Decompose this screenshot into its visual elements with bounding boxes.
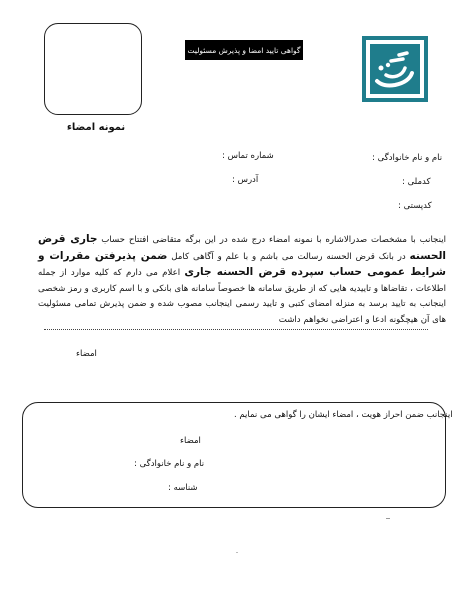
declaration-bold-1: جاری قرض الحسنه <box>38 233 446 262</box>
verifier-signature-label: امضاء <box>180 436 201 446</box>
declaration-paragraph <box>38 232 446 328</box>
page-speck <box>236 552 238 553</box>
signature-sample-caption: نمونه امضاء <box>66 122 126 133</box>
page-speck <box>386 518 390 519</box>
address-label: آدرس : <box>232 175 259 185</box>
declaration-text-1: اینجانب با مشخصات صدرالاشاره با نمونه امضاء درج شده در این برگه متقاضی افتتاح حساب <box>97 235 446 245</box>
signature-divider <box>44 329 428 330</box>
verifier-name-label: نام و نام خانوادگی : <box>134 459 205 469</box>
signature-sample-box <box>44 23 142 115</box>
applicant-signature-label: امضاء <box>76 349 97 359</box>
declaration-text-2: در بانک قرض الحسنه رسالت می باشم و با علم و آگاهی کامل <box>167 251 410 262</box>
verification-statement: اینجانب ضمن احراز هویت ، امضاء ایشان را گواهی می نمایم . <box>234 410 453 420</box>
phone-label: شماره تماس : <box>222 151 274 161</box>
full-name-label: نام و نام خانوادگی : <box>372 153 443 163</box>
document-title: گواهی تایید امضا و پذیرش مسئولیت <box>185 40 303 60</box>
declaration-bold-2: ضمن پذیرفتن مقررات و شرایط عمومی حساب سپرده قرض الحسنه جاری <box>38 249 446 278</box>
customer-id-label: کدپستی : <box>398 201 432 211</box>
verifier-id-label: شناسه : <box>168 483 198 493</box>
national-code-label: کدملی : <box>402 177 431 187</box>
declaration-text-3: اعلام می دارم که کلیه موارد از جمله اطلاعات ، تقاضاها و تاییدیه هایی که از طریق سامانه ها خصوصاً سامانه های بانکی و با اسم کاربری و رمز شخصی اینجانب به تایید برسد به منزله امضای کتبی و تایید رسمی اینجانب مصوب شده و ضمن پذیرش تمامی مسئولیت های آن هیچگونه ادعا و اعتراضی نخواهم داشت <box>38 268 446 325</box>
bank-logo-icon <box>361 35 429 103</box>
